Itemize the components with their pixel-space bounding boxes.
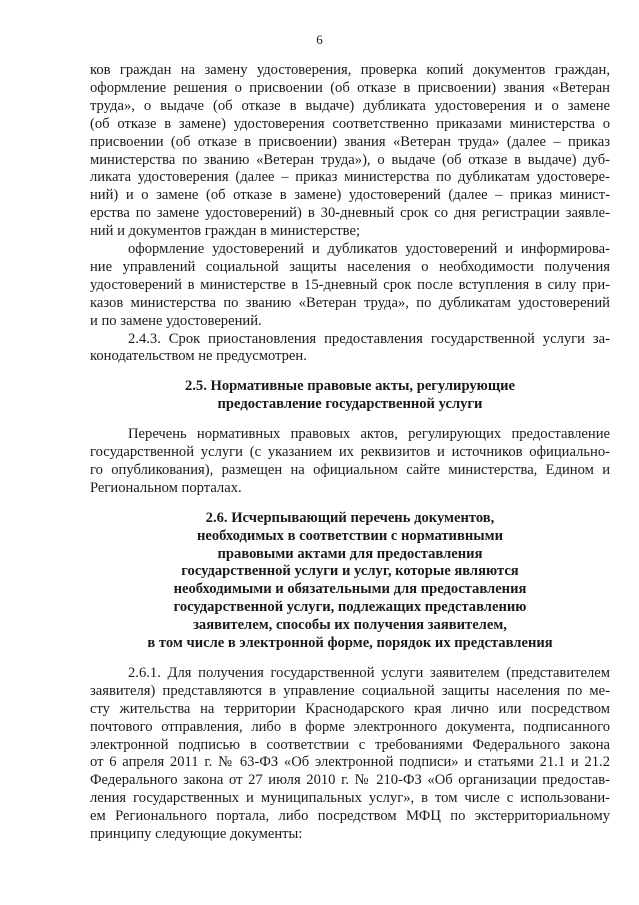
text-line: Перечень нормативных правовых актов, регулирующих предоставление — [128, 426, 610, 443]
heading-line: государственной услуги, подлежащих представлению — [173, 599, 527, 616]
heading-line: 2.6. Исчерпывающий перечень документов, — [205, 509, 495, 526]
text-line: от 6 апреля 2011 г. № 63-ФЗ «Об электронной подписи» и статьями 21.1 и 21.2 — [90, 754, 610, 771]
text-line: ления государственных и муниципальных услуг», в том числе с использовани- — [90, 790, 610, 807]
text-line: и по замене удостоверений. — [90, 312, 262, 329]
text-line: удостоверений в министерстве в 15-дневный срок после вступления в силу при- — [90, 276, 610, 293]
text-line: 2.4.3. Срок приостановления предоставления государственной услуги за- — [128, 330, 610, 347]
text-line: ние управлений социальной защиты населения о необходимости получения — [90, 258, 610, 275]
heading-line: государственной услуги и услуг, которые являются — [181, 563, 519, 580]
text-line: конодательством не предусмотрен. — [90, 348, 307, 365]
text-line: казов министерства по званию «Ветеран труда», по дубликатам удостоверений — [90, 294, 610, 311]
text-line: ликата удостоверения (далее – приказ министерства по дубликатам удостовере- — [90, 169, 610, 186]
text-line: присвоении (об отказе в присвоении) звания «Ветеран труда» (далее – приказ — [90, 133, 610, 150]
heading-line: 2.5. Нормативные правовые акты, регулирующие — [184, 378, 516, 395]
text-line: Региональном порталах. — [90, 479, 242, 496]
text-line: труда», о выдаче (об отказе в выдаче) дубликата удостоверения и о замене — [90, 97, 610, 114]
text-line: оформление решения о присвоении (об отказе в присвоении) звания «Ветеран — [90, 79, 610, 96]
text-line: ний и документов граждан в министерстве; — [90, 223, 361, 240]
heading-line: необходимыми и обязательными для предоставления — [173, 581, 527, 598]
text-line: сту жительства на территории Краснодарского края лично или посредством — [90, 700, 610, 717]
text-line: ков граждан на замену удостоверения, проверка копий документов граждан, — [90, 62, 610, 78]
text-line: ний) и о замене (об отказе в замене) удостоверений (далее – приказ минист- — [90, 187, 610, 204]
text-line: почтового отправления, либо в форме электронного документа, подписанного — [90, 718, 610, 735]
heading-line: необходимых в соответствии с нормативными — [197, 527, 503, 544]
text-line: 2.6.1. Для получения государственной услуги заявителем (представителем — [128, 664, 610, 681]
heading-line: предоставление государственной услуги — [217, 396, 483, 413]
text-line: ерства по замене удостоверений) в 30-дневный срок со дня регистрации заявле- — [90, 205, 610, 222]
text-line: Федерального закона от 27 июля 2010 г. № 210-ФЗ «Об организации предостав- — [90, 772, 610, 789]
text-line: министерства по званию «Ветеран труда»), о выдаче (об отказе в выдаче) дуб- — [90, 151, 610, 168]
heading-line: правовыми актами для предоставления — [217, 545, 483, 562]
heading-line: заявителем, способы их получения заявителем, — [193, 617, 507, 634]
text-line: электронной подписью в соответствии с требованиями Федерального закона — [90, 736, 610, 753]
heading-line: в том числе в электронной форме, порядок их представления — [147, 635, 553, 651]
text-line: принципу следующие документы: — [90, 826, 303, 842]
text-line: (об отказе в замене) удостоверения соответственно приказами министерства о — [90, 115, 610, 132]
text-line: государственной услуги (с указанием их реквизитов и источников официально- — [90, 444, 610, 460]
text-line: го опубликования), размещен на официальном сайте министерства, Едином и — [90, 461, 610, 478]
text-line: ем Регионального портала, либо посредством МФЦ по экстерриториальному — [90, 808, 610, 825]
page-number: 6 — [316, 32, 323, 47]
text-line: заявителя) представляются в управление социальной защиты населения по ме- — [90, 682, 610, 699]
text-line: оформление удостоверений и дубликатов удостоверений и информирова- — [128, 241, 610, 257]
